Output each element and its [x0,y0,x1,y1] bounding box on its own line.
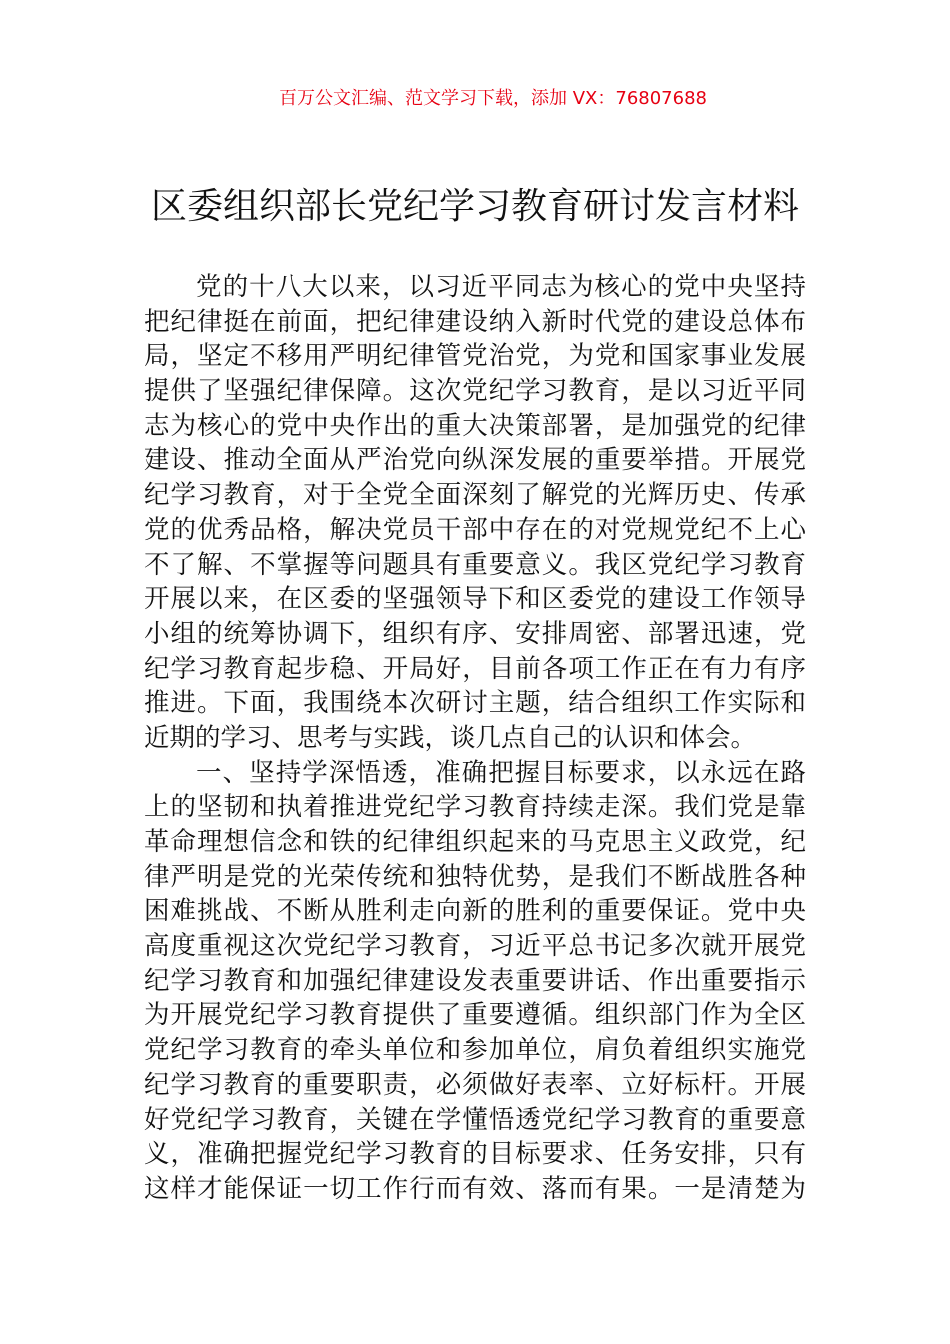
text-line: 这样才能保证一切工作行而有效、落而有果。一是清楚为 [144,1173,806,1204]
text-line: 好党纪学习教育，关键在学懂悟透党纪学习教育的重要意 [144,1104,806,1135]
text-line: 一、坚持学深悟透，准确把握目标要求，以永远在路 [196,757,806,788]
text-line: 困难挑战、不断从胜利走向新的胜利的重要保证。党中央 [144,896,806,927]
text-line: 把纪律挺在前面，把纪律建设纳入新时代党的建设总体布 [144,306,806,337]
text-line: 党纪学习教育的牵头单位和参加单位，肩负着组织实施党 [144,1035,806,1066]
text-line: 推进。下面，我围绕本次研讨主题，结合组织工作实际和 [144,688,806,719]
text-line: 纪学习教育的重要职责，必须做好表率、立好标杆。开展 [144,1069,806,1100]
text-line: 纪学习教育和加强纪律建设发表重要讲话、作出重要指示 [144,965,806,996]
paragraph [144,270,806,756]
text-line: 提供了坚强纪律保障。这次党纪学习教育，是以习近平同 [144,376,806,407]
text-line: 开展以来，在区委的坚强领导下和区委党的建设工作领导 [144,584,806,615]
text-line: 志为核心的党中央作出的重大决策部署，是加强党的纪律 [144,410,806,441]
text-line: 为开展党纪学习教育提供了重要遵循。组织部门作为全区 [144,1000,806,1031]
document-title: 区委组织部长党纪学习教育研讨发言材料 [150,186,799,227]
text-line: 小组的统筹协调下，组织有序、安排周密、部署迅速，党 [144,618,806,649]
text-line: 党的优秀品格，解决党员干部中存在的对党规党纪不上心 [144,514,806,545]
text-line: 律严明是党的光荣传统和独特优势，是我们不断战胜各种 [144,861,806,892]
text-line: 上的坚韧和执着推进党纪学习教育持续走深。我们党是靠 [144,792,806,823]
text-line: 党的十八大以来，以习近平同志为核心的党中央坚持 [196,272,806,302]
text-line: 不了解、不掌握等问题具有重要意义。我区党纪学习教育 [144,549,806,580]
text-line: 局，坚定不移用严明纪律管党治党，为党和国家事业发展 [144,341,806,372]
paragraph [144,756,806,1207]
text-line: 纪学习教育，对于全党全面深刻了解党的光辉历史、传承 [144,480,806,511]
text-line: 高度重视这次党纪学习教育，习近平总书记多次就开展党 [144,931,806,962]
text-line: 革命理想信念和铁的纪律组织起来的马克思主义政党，纪 [144,827,806,857]
text-line: 义，准确把握党纪学习教育的目标要求、任务安排，只有 [144,1139,806,1170]
text-line: 近期的学习、思考与实践，谈几点自己的认识和体会。 [144,722,757,753]
text-line: 建设、推动全面从严治党向纵深发展的重要举措。开展党 [144,445,806,476]
text-line: 纪学习教育起步稳、开局好，目前各项工作正在有力有序 [144,653,806,684]
document-body [144,270,806,1207]
watermark-header: 百万公文汇编、范文学习下载，添加 VX：76807688 [279,88,707,109]
